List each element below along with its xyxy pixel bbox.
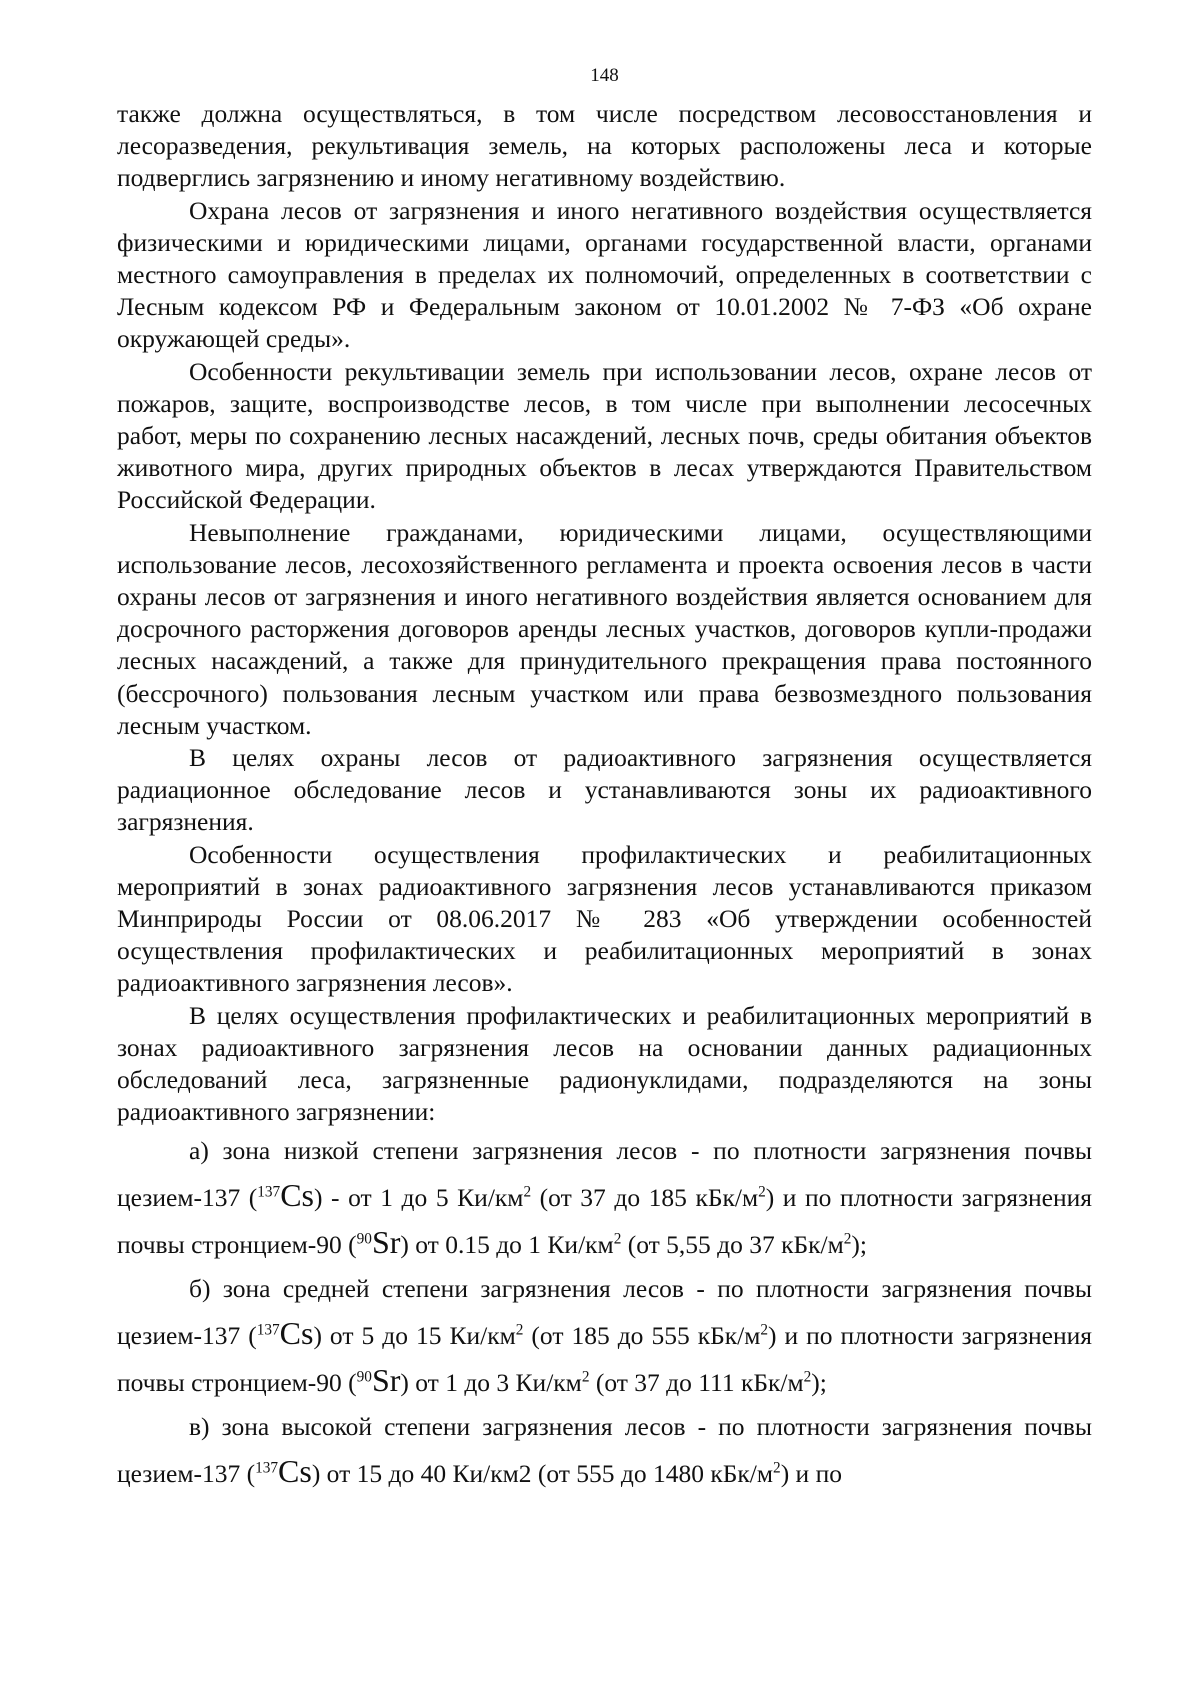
paragraph-4: Невыполнение гражданами, юридическими лицами, осуществляющими использование лесов, лесохозяйственного регламента и проекта освоения лесов в части охраны лесов от загрязнения и иного негативного воздействия является основанием для досрочного расторжения договоров аренды лесных участков, договоров купли-продажи лесных насаждений, а также для принудительного прекращения права постоянного (бессрочного) пользования лесным участком или права безвозмездного пользования лесным участком. [117, 517, 1092, 740]
zone-medium-text-6: (от 37 до 111 кБк/м [589, 1367, 804, 1397]
cs-symbol: Cs [278, 1452, 312, 1489]
superscript-two: 2 [581, 1368, 590, 1385]
zone-low-text-7: ); [851, 1229, 867, 1259]
zone-low-text-5: ) от 0.15 до 1 Ки/км [400, 1229, 614, 1259]
zone-low-paragraph [117, 1129, 1092, 1267]
zone-low-text-2: ) - от 1 до 5 Ки/км [314, 1182, 524, 1212]
cs-mass-number: 137 [257, 1183, 281, 1200]
zone-medium-text-4: ) и по плотности загрязнения почвы стронцием-90 ( [117, 1320, 1093, 1397]
paragraph-5: В целях охраны лесов от радиоактивного загрязнения осуществляется радиационное обследование лесов и устанавливаются зоны их радиоактивного загрязнения. [117, 743, 1092, 837]
zone-high-text-2: ) от 15 до 40 Ки/км2 (от 555 до 1480 кБк/м [311, 1458, 774, 1488]
sr-mass-number: 90 [356, 1368, 372, 1385]
zone-high-text-3: ) и по [780, 1458, 842, 1488]
zone-low-text-6: (от 5,55 до 37 кБк/м [621, 1229, 844, 1259]
superscript-two: 2 [523, 1183, 532, 1200]
document-page [117, 64, 1092, 1496]
sr-symbol: Sr [371, 1223, 401, 1260]
cs-mass-number: 137 [256, 1321, 280, 1338]
paragraph-2: Охрана лесов от загрязнения и иного негативного воздействия осуществляется физическими и юридическими лицами, органами государственной власти, органами местного самоуправления в пределах их полномочий, определенных в соответствии с Лесным кодексом РФ и Федеральным законом от 10.01.2002 № 7-ФЗ «Об охране окружающей среды». [117, 195, 1092, 354]
zone-medium-text-1: б) зона средней степени загрязнения лесов - по плотности загрязнения почвы цезием-137 ( [117, 1273, 1092, 1350]
zone-medium-text-3: (от 185 до 555 кБк/м [523, 1320, 761, 1350]
zone-medium-text-5: ) от 1 до 3 Ки/км [400, 1367, 582, 1397]
paragraph-6: Особенности осуществления профилактических и реабилитационных мероприятий в зонах радиоактивного загрязнения лесов устанавливаются приказом Минприроды России от 08.06.2017 № 283 «Об утверждении особенностей осуществления профилактических и реабилитационных мероприятий в зонах радиоактивного загрязнения лесов». [117, 839, 1092, 998]
zone-low-text-3: (от 37 до 185 кБк/м [531, 1182, 759, 1212]
superscript-two: 2 [773, 1459, 781, 1476]
sr-symbol: Sr [371, 1361, 401, 1398]
paragraph-7: В целях осуществления профилактических и реабилитационных мероприятий в зонах радиоактивного загрязнения лесов на основании данных радиационных обследований леса, загрязненные радионуклидами, подразделяются на зоны радиоактивного загрязнении: [117, 1000, 1092, 1127]
zone-medium-paragraph [117, 1267, 1092, 1405]
page-number: 148 [590, 65, 619, 86]
paragraph-1: также должна осуществляться, в том числе посредством лесовосстановления и лесоразведения, рекультивация земель, на которых расположены леса и которые подверглись загрязнению и иному негативному воздействию. [117, 99, 1092, 193]
superscript-two: 2 [803, 1368, 812, 1385]
paragraph-3: Особенности рекультивации земель при использовании лесов, охране лесов от пожаров, защите, воспроизводстве лесов, в том числе при выполнении лесосечных работ, меры по сохранению лесных насаждений, лесных почв, среды обитания объектов животного мира, других природных объектов в лесах утверждаются Правительством Российской Федерации. [117, 356, 1092, 515]
superscript-two: 2 [843, 1230, 852, 1247]
sr-mass-number: 90 [356, 1230, 372, 1247]
zone-low-text-4: ) и по плотности загрязнения почвы стронцием-90 ( [117, 1182, 1093, 1259]
zone-medium-text-2: ) от 5 до 15 Ки/км [313, 1320, 516, 1350]
zone-medium-text-7: ); [811, 1367, 827, 1397]
cs-symbol: Cs [279, 1314, 314, 1351]
superscript-two: 2 [613, 1230, 622, 1247]
zone-high-text-1: в) зона высокой степени загрязнения лесов - по плотности загрязнения почвы цезием-137 ( [117, 1411, 1092, 1488]
cs-symbol: Cs [280, 1176, 314, 1213]
superscript-two: 2 [515, 1321, 524, 1338]
zone-high-paragraph [117, 1405, 1092, 1496]
zone-low-text-1: а) зона низкой степени загрязнения лесов - по плотности загрязнения почвы цезием-137 ( [117, 1135, 1092, 1212]
superscript-two: 2 [758, 1183, 766, 1200]
superscript-two: 2 [760, 1321, 768, 1338]
cs-mass-number: 137 [255, 1459, 279, 1476]
